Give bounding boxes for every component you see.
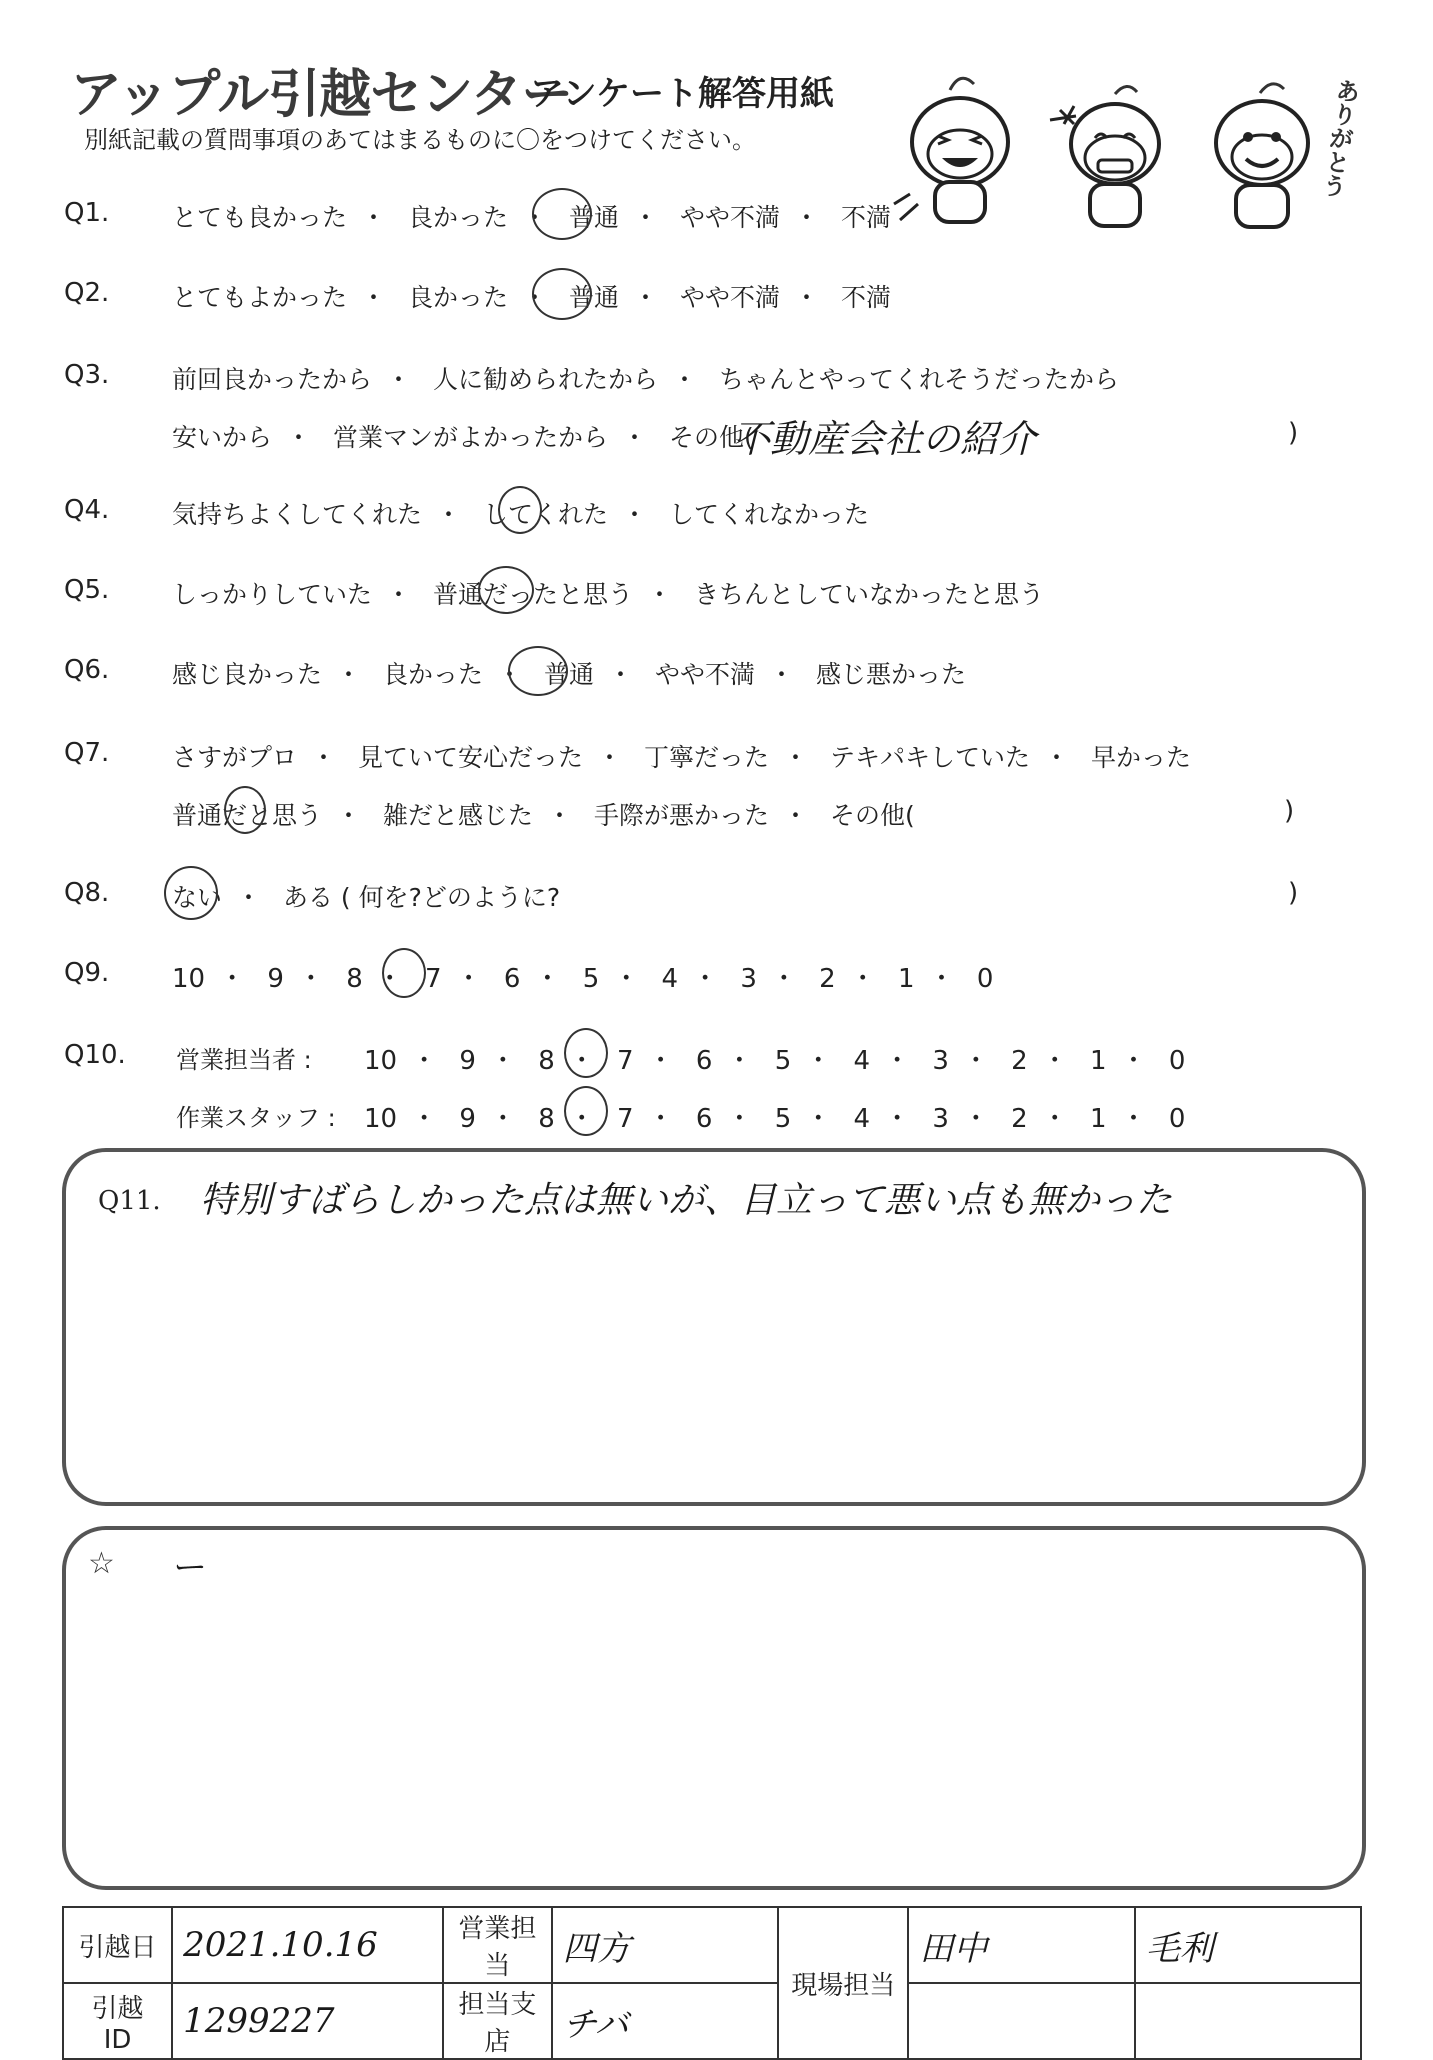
monkey-mascot-grinning-icon (1040, 80, 1190, 240)
site-staff-1[interactable]: 田中 (908, 1907, 1134, 1983)
q9-option-3[interactable]: 3 (740, 964, 757, 994)
q7-option-7[interactable]: 雑だと感じた (382, 801, 533, 830)
q10-sales-option-1[interactable]: 1 (1090, 1046, 1107, 1076)
q7-label: Q7. (64, 738, 110, 768)
q3-option-2[interactable]: 人に勧められたから (432, 365, 658, 394)
q5-options: しっかりしていた ・ 普通だったと思う ・ きちんとしていなかったと思う (172, 580, 1044, 609)
q2-label: Q2. (64, 278, 110, 308)
q2-options: とてもよかった ・ 良かった ・ 普通 ・ やや不満 ・ 不満 (172, 283, 891, 312)
q10-sales-label: 営業担当者 : (176, 1046, 312, 1074)
q7-option-3[interactable]: 丁寧だった (643, 743, 769, 772)
q10-staff-option-10[interactable]: 10 (364, 1104, 398, 1134)
sales-label: 営業担当 (443, 1907, 552, 1983)
q3-option-other[interactable]: その他( (668, 423, 754, 452)
q10-staff-option-5[interactable]: 5 (774, 1104, 792, 1134)
q1-option-4[interactable]: やや不満 (679, 203, 780, 232)
q9-option-5[interactable]: 5 (582, 964, 600, 994)
q9-option-10[interactable]: 10 (172, 964, 206, 994)
site-staff-label: 現場担当 (778, 1907, 908, 2059)
q5-option-1[interactable]: しっかりしていた (172, 580, 373, 609)
q10-staff-option-6[interactable]: 6 (695, 1104, 713, 1134)
q3-options-line1: 前回良かったから ・ 人に勧められたから ・ ちゃんとやってくれそうだったから (172, 365, 1119, 394)
q10-label: Q10. (64, 1040, 126, 1070)
move-id-label: 引越 ID (63, 1983, 172, 2059)
q10-staff-option-4[interactable]: 4 (853, 1104, 871, 1134)
sales-value[interactable]: 四方 (552, 1907, 778, 1983)
q10-sales-option-4[interactable]: 4 (853, 1046, 871, 1076)
monkey-mascot-smiling-icon (1190, 75, 1340, 235)
q10-sales-option-5[interactable]: 5 (774, 1046, 792, 1076)
q2-option-4[interactable]: やや不満 (679, 283, 780, 312)
q7-option-other[interactable]: その他( (829, 801, 915, 830)
q9-option-2[interactable]: 2 (819, 964, 836, 994)
q10-sales-option-9[interactable]: 9 (459, 1046, 476, 1076)
q6-option-4[interactable]: やや不満 (654, 660, 755, 689)
q4-option-3[interactable]: してくれなかった (668, 500, 869, 529)
q10-staff-label: 作業スタッフ : (176, 1104, 336, 1132)
q8-options: ない ・ ある ( 何を?どのように? (172, 883, 561, 912)
q7-options-line2: 普通だと思う ・ 雑だと感じた ・ 手際が悪かった ・ その他( (172, 801, 915, 830)
q3-option-3[interactable]: ちゃんとやってくれそうだったから (718, 365, 1119, 394)
q10-sales-option-3[interactable]: 3 (932, 1046, 949, 1076)
q5-option-2[interactable]: 普通だったと思う (432, 580, 633, 609)
q3-options-line2: 安いから ・ 営業マンがよかったから ・ その他( (172, 423, 754, 452)
q1-option-5[interactable]: 不満 (840, 203, 891, 232)
q9-option-8[interactable]: 8 (346, 964, 363, 994)
star-icon: ☆ (88, 1546, 115, 1581)
q8-close-paren: ) (1288, 878, 1299, 908)
q10-staff-option-1[interactable]: 1 (1090, 1104, 1107, 1134)
branch-label: 担当支店 (443, 1983, 552, 2059)
q3-option-1[interactable]: 前回良かったから (172, 365, 373, 394)
q7-options-line1: さすがプロ ・ 見ていて安心だった ・ 丁寧だった ・ テキパキしていた ・ 早かった (172, 743, 1191, 772)
q10-sales-option-10[interactable]: 10 (364, 1046, 398, 1076)
q10-staff-option-2[interactable]: 2 (1011, 1104, 1028, 1134)
q11-label: Q11. (98, 1186, 161, 1216)
q4-option-1[interactable]: 気持ちよくしてくれた (172, 500, 423, 529)
q3-option-5[interactable]: 営業マンがよかったから (332, 423, 608, 452)
q10-sales-option-7[interactable]: 7 (617, 1046, 634, 1076)
site-staff-2[interactable]: 毛利 (1135, 1907, 1361, 1983)
monkey-mascot-laughing-icon (880, 70, 1040, 230)
q11-handwritten-answer[interactable]: 特別すばらしかった点は無いが、目立って悪い点も無かった (200, 1180, 1173, 1221)
q2-option-3[interactable]: 普通 (568, 283, 619, 312)
q5-option-3[interactable]: きちんとしていなかったと思う (693, 580, 1044, 609)
q9-options: 10 ・ 9 ・ 8 ・ 7 ・ 6 ・ 5 ・ 4 ・ 3 ・ 2 ・ 1 ・ 0 (172, 964, 994, 994)
footer-info-table (62, 1906, 1362, 2060)
move-id-value[interactable]: 1299227 (172, 1983, 443, 2059)
q10-staff-option-3[interactable]: 3 (932, 1104, 949, 1134)
q10-sales-option-0[interactable]: 0 (1168, 1046, 1186, 1076)
move-date-label: 引越日 (63, 1907, 172, 1983)
q4-option-2[interactable]: してくれた (482, 500, 608, 529)
q1-label: Q1. (64, 198, 110, 228)
move-date-value[interactable]: 2021.10.16 (172, 1907, 443, 1983)
q7-option-5[interactable]: 早かった (1090, 743, 1191, 772)
q6-label: Q6. (64, 655, 110, 685)
q10-staff-option-9[interactable]: 9 (459, 1104, 476, 1134)
q6-option-1[interactable]: 感じ良かった (172, 660, 323, 689)
q7-option-4[interactable]: テキパキしていた (829, 743, 1030, 772)
q10-sales-option-2[interactable]: 2 (1011, 1046, 1028, 1076)
q10-staff-option-0[interactable]: 0 (1168, 1104, 1186, 1134)
q7-option-6[interactable]: 普通だと思う (172, 801, 323, 830)
q8-option-2[interactable]: ある ( 何を?どのように? (282, 883, 561, 912)
q4-label: Q4. (64, 495, 110, 525)
q9-option-1[interactable]: 1 (898, 964, 915, 994)
q9-label: Q9. (64, 958, 110, 988)
q7-close-paren: ) (1284, 796, 1295, 826)
brand-title: アップル引越センター (70, 65, 573, 125)
q6-option-2[interactable]: 良かった (382, 660, 483, 689)
q9-option-6[interactable]: 6 (503, 964, 521, 994)
q6-option-5[interactable]: 感じ悪かった (815, 660, 966, 689)
q10-staff-option-8[interactable]: 8 (538, 1104, 555, 1134)
q3-label: Q3. (64, 360, 110, 390)
q8-label: Q8. (64, 878, 110, 908)
q10-sales-options: 10 ・ 9 ・ 8 ・ 7 ・ 6 ・ 5 ・ 4 ・ 3 ・ 2 ・ 1 ・ 0 (364, 1046, 1186, 1076)
q7-option-8[interactable]: 手際が悪かった (593, 801, 769, 830)
q9-option-0[interactable]: 0 (976, 964, 994, 994)
q1-option-2[interactable]: 良かった (407, 203, 508, 232)
q10-sales-option-6[interactable]: 6 (695, 1046, 713, 1076)
thanks-text: ありがとう (1316, 76, 1362, 200)
q10-staff-option-7[interactable]: 7 (617, 1104, 634, 1134)
q3-close-paren: ) (1288, 418, 1299, 448)
q9-option-4[interactable]: 4 (661, 964, 679, 994)
q3-other-handwritten[interactable]: 不動産会社の紹介 (732, 417, 1037, 461)
form-subtitle: アンケート解答用紙 (530, 74, 834, 114)
q12-handwritten-answer[interactable]: ー (170, 1548, 204, 1588)
q2-option-1[interactable]: とてもよかった (172, 283, 348, 312)
q9-option-9[interactable]: 9 (267, 964, 284, 994)
q4-options: 気持ちよくしてくれた ・ してくれた ・ してくれなかった (172, 500, 869, 529)
q1-options: とても良かった ・ 良かった ・ 普通 ・ やや不満 ・ 不満 (172, 203, 891, 232)
q10-sales-option-8[interactable]: 8 (538, 1046, 555, 1076)
q1-option-3[interactable]: 普通 (568, 203, 619, 232)
q7-option-1[interactable]: さすがプロ (172, 743, 298, 772)
q3-option-4[interactable]: 安いから (172, 423, 273, 452)
q1-option-1[interactable]: とても良かった (172, 203, 348, 232)
q10-staff-options: 10 ・ 9 ・ 8 ・ 7 ・ 6 ・ 5 ・ 4 ・ 3 ・ 2 ・ 1 ・ 0 (364, 1104, 1186, 1134)
instruction-text: 別紙記載の質問事項のあてはまるものに〇をつけてください。 (84, 126, 756, 154)
q7-option-2[interactable]: 見ていて安心だった (357, 743, 583, 772)
q6-options: 感じ良かった ・ 良かった ・ 普通 ・ やや不満 ・ 感じ悪かった (172, 660, 966, 689)
q8-option-1[interactable]: ない (172, 883, 223, 912)
site-staff-4[interactable] (1135, 1983, 1361, 2059)
q6-option-3[interactable]: 普通 (543, 660, 594, 689)
q2-option-5[interactable]: 不満 (840, 283, 891, 312)
site-staff-3[interactable] (908, 1983, 1134, 2059)
q9-option-7[interactable]: 7 (425, 964, 442, 994)
q2-option-2[interactable]: 良かった (407, 283, 508, 312)
branch-value[interactable]: チバ (552, 1983, 778, 2059)
q12-comment-box[interactable] (62, 1526, 1366, 1890)
q5-label: Q5. (64, 575, 110, 605)
